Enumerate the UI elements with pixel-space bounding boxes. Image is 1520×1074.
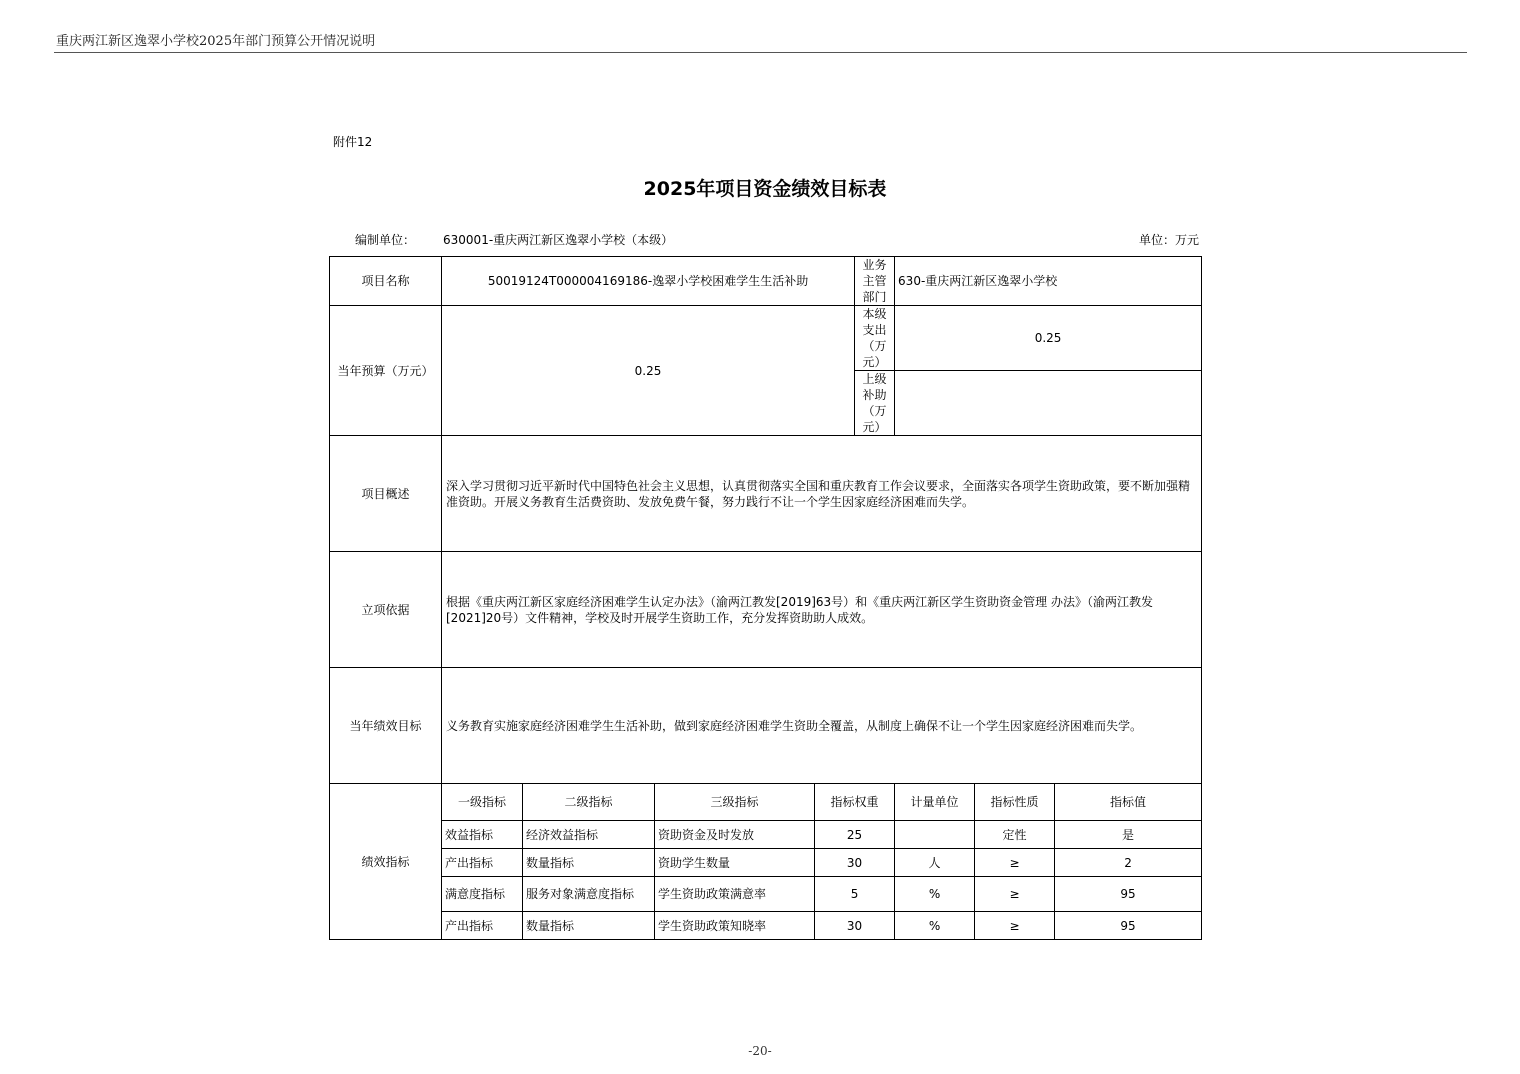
table-cell: 5 <box>815 877 895 912</box>
org-value: 630001-重庆两江新区逸翠小学校（本级） <box>443 233 674 247</box>
table-cell: % <box>895 877 975 912</box>
basis-text: 根据《重庆两江新区家庭经济困难学生认定办法》（渝两江教发[2019]63号）和《重庆两江新区学生资助资金管理 办法》（渝两江教发[2021]20号）文件精神，学校及时开展学生资助工作，充分发挥资助助人成效。 <box>442 552 1202 668</box>
superior-subsidy-value <box>895 371 1202 436</box>
running-header: 重庆两江新区逸翠小学校2025年部门预算公开情况说明 <box>56 34 376 49</box>
dept-value: 630-重庆两江新区逸翠小学校 <box>895 257 1202 306</box>
table-cell: 是 <box>1055 821 1202 849</box>
table-row <box>330 849 1202 877</box>
table-cell: ≥ <box>975 849 1055 877</box>
table-cell: 资助学生数量 <box>655 849 815 877</box>
table-cell: 95 <box>1055 912 1202 940</box>
table-cell: ≥ <box>975 877 1055 912</box>
table-cell: 定性 <box>975 821 1055 849</box>
table-cell: 30 <box>815 849 895 877</box>
table-cell: 25 <box>815 821 895 849</box>
table-cell <box>895 821 975 849</box>
table-row <box>330 821 1202 849</box>
own-expense-label: 本级支出（万元） <box>855 306 895 371</box>
indicator-header: 指标性质 <box>975 784 1055 821</box>
goal-label: 当年绩效目标 <box>330 668 442 784</box>
table-cell: 产出指标 <box>442 849 523 877</box>
table-cell: 满意度指标 <box>442 877 523 912</box>
org-label: 编制单位： <box>355 233 416 247</box>
table-cell: 资助资金及时发放 <box>655 821 815 849</box>
table-row <box>330 877 1202 912</box>
page-title: 2025年项目资金绩效目标表 <box>643 178 887 200</box>
header-divider <box>54 52 1467 53</box>
goal-text: 义务教育实施家庭经济困难学生生活补助，做到家庭经济困难学生资助全覆盖，从制度上确保不让一个学生因家庭经济困难而失学。 <box>442 668 1202 784</box>
superior-subsidy-label: 上级补助（万元） <box>855 371 895 436</box>
table-cell: 经济效益指标 <box>523 821 655 849</box>
indicator-header: 三级指标 <box>655 784 815 821</box>
budget-label: 当年预算（万元） <box>330 306 442 436</box>
indicator-header: 指标权重 <box>815 784 895 821</box>
table-cell: 人 <box>895 849 975 877</box>
table-cell: ≥ <box>975 912 1055 940</box>
indicator-header: 二级指标 <box>523 784 655 821</box>
table-cell: 95 <box>1055 877 1202 912</box>
table-cell: 数量指标 <box>523 912 655 940</box>
table-row <box>330 912 1202 940</box>
page-number: -20- <box>748 1044 772 1058</box>
performance-target-table <box>329 256 1202 940</box>
table-cell: 30 <box>815 912 895 940</box>
overview-text: 深入学习贯彻习近平新时代中国特色社会主义思想，认真贯彻落实全国和重庆教育工作会议要求，全面落实各项学生资助政策，要不断加强精准资助。开展义务教育生活费资助、发放免费午餐，努力践行不让一个学生因家庭经济困难而失学。 <box>442 436 1202 552</box>
table-cell: 学生资助政策知晓率 <box>655 912 815 940</box>
overview-label: 项目概述 <box>330 436 442 552</box>
project-name-value: 50019124T000004169186-逸翠小学校困难学生生活补助 <box>442 257 855 306</box>
table-cell: 学生资助政策满意率 <box>655 877 815 912</box>
indicators-label: 绩效指标 <box>330 784 442 940</box>
indicator-header: 计量单位 <box>895 784 975 821</box>
table-cell: 效益指标 <box>442 821 523 849</box>
indicator-header: 指标值 <box>1055 784 1202 821</box>
unit-label: 单位：万元 <box>1138 233 1199 247</box>
project-name-label: 项目名称 <box>330 257 442 306</box>
attachment-label: 附件12 <box>333 135 373 149</box>
budget-value: 0.25 <box>442 306 855 436</box>
table-cell: % <box>895 912 975 940</box>
basis-label: 立项依据 <box>330 552 442 668</box>
org-info <box>355 231 673 248</box>
indicator-header: 一级指标 <box>442 784 523 821</box>
table-cell: 服务对象满意度指标 <box>523 877 655 912</box>
table-cell: 产出指标 <box>442 912 523 940</box>
own-expense-value: 0.25 <box>895 306 1202 371</box>
table-cell: 数量指标 <box>523 849 655 877</box>
dept-label: 业务主管部门 <box>855 257 895 306</box>
table-cell: 2 <box>1055 849 1202 877</box>
